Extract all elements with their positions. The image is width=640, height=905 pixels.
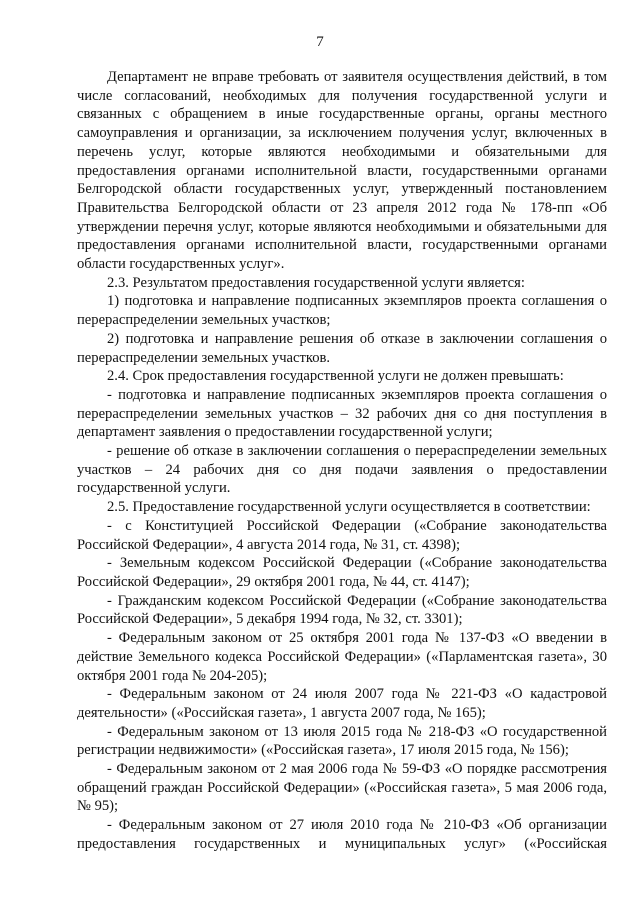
paragraph-law-221fz: - Федеральным законом от 24 июля 2007 года № 221-ФЗ «О кадастровой деятельности» («Российская газета», 1 августа 2007 года, № 165); xyxy=(77,686,607,721)
document-body xyxy=(77,68,607,854)
paragraph-2-5-heading: 2.5. Предоставление государственной услуги осуществляется в соответствии: xyxy=(107,499,591,516)
paragraph-result-1: 1) подготовка и направление подписанных экземпляров проекта соглашения о перераспределении земельных участков; xyxy=(77,293,607,329)
paragraph-2-4-heading: 2.4. Срок предоставления государственной услуги не должен превышать: xyxy=(107,368,564,385)
paragraph-law-constitution: - с Конституцией Российской Федерации («Собрание законодательства Российской Федерации», 4 августа 2014 года, № 31, ст. 4398); xyxy=(77,517,607,553)
paragraph-department-restriction: Департамент не вправе требовать от заявителя осуществления действий, в том числе согласований, необходимых для получения государственной услуги и связанных с обращением в иные государственные органы, органы местного самоуправления и организации, за исключением получения услуг, включенных в перечень услуг, которые являются необходимыми и обязательными для предоставления органами исполнительной власти, государственными органами Белгородской области государственных услуг, утвержденный постановлением Правительства Белгородской области от 23 апреля 2012 года № 178-пп «Об утверждении перечня услуг, которые являются необходимыми и обязательными для предоставления органами исполнительной власти, государственными органами области государственных услуг». xyxy=(77,69,607,273)
paragraph-law-civil-code: - Гражданским кодексом Российской Федерации («Собрание законодательства Российской Федерации», 5 декабря 1994 года, № 32, ст. 3301); xyxy=(77,592,607,628)
paragraph-result-2: 2) подготовка и направление решения об отказе в заключении соглашения о перераспределении земельных участков. xyxy=(77,330,607,366)
paragraph-law-218fz: - Федеральным законом от 13 июля 2015 года № 218-ФЗ «О государственной регистрации недвижимости» («Российская газета», 17 июля 2015 года, № 156); xyxy=(77,723,607,759)
paragraph-term-1: - подготовка и направление подписанных экземпляров проекта соглашения о перераспределении земельных участков – 32 рабочих дня со дня поступления в департамент заявления о предоставлении государственной услуги; xyxy=(77,386,607,441)
paragraph-law-210fz: - Федеральным законом от 27 июля 2010 года № 210-ФЗ «Об организации предоставления государственных и муниципальных услуг» («Российская xyxy=(77,817,607,852)
paragraph-2-3-heading: 2.3. Результатом предоставления государственной услуги является: xyxy=(107,274,525,291)
paragraph-law-137fz: - Федеральным законом от 25 октября 2001 года № 137-ФЗ «О введении в действие Земельного кодекса Российской Федерации» («Парламентская газета», 30 октября 2001 года № 204-205); xyxy=(77,630,607,684)
paragraph-term-2: - решение об отказе в заключении соглашения о перераспределении земельных участков – 24 рабочих дня со дня подачи заявления о предоставлении государственной услуги. xyxy=(77,443,607,497)
paragraph-law-land-code: - Земельным кодексом Российской Федерации («Собрание законодательства Российской Федерации», 29 октября 2001 года, № 44, ст. 4147); xyxy=(77,555,607,590)
paragraph-law-59fz: - Федеральным законом от 2 мая 2006 года № 59-ФЗ «О порядке рассмотрения обращений граждан Российской Федерации» («Российская газета», 5 мая 2006 года, № 95); xyxy=(77,761,607,815)
page-number: 7 xyxy=(316,34,324,50)
